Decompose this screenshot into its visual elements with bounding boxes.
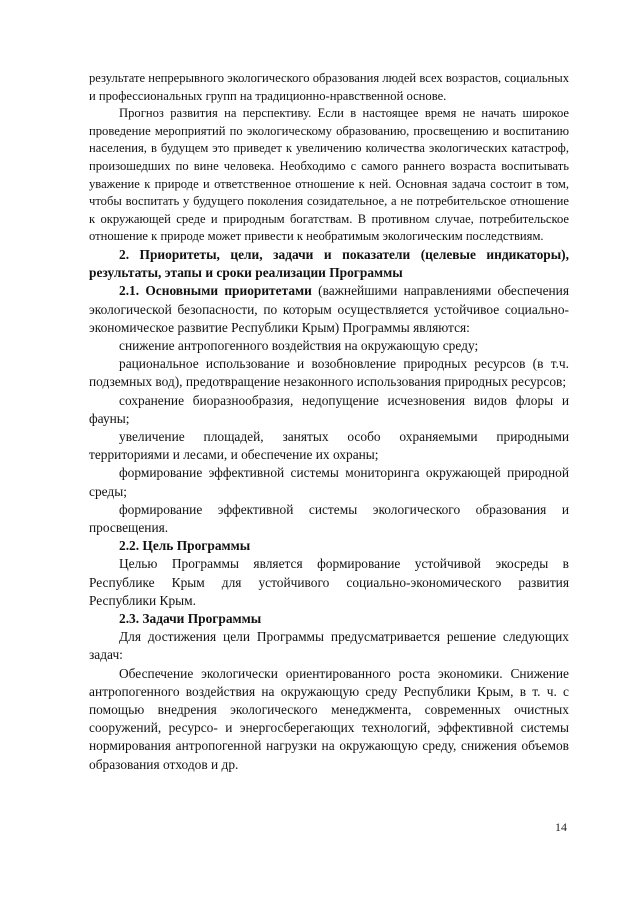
section-2-2-heading: 2.2. Цель Программы: [119, 538, 251, 554]
section-2-3-heading: 2.3. Задачи Программы: [119, 611, 262, 626]
paragraph-forecast: Прогноз развития на перспективу. Если в настоящее время не начать широкое проведение мероприятий по экологическому образованию, просвещению и воспитанию населения, в будущем это приведет к увеличению количества экологических катастроф, произошедших по вине человека. Необходимо с самого раннего возраста воспитывать уважение к природе и ответственное отношение к ней. Основная задача состоит в том, чтобы воспитать у будущего поколения созидательное, а не потребительское отношение к окружающей среде и природным богатствам. В противном случае, потребительское отношение к природе может привести к необратимым экологическим последствиям.: [89, 106, 569, 244]
section-2-1-bold-lead: Основными приоритетами: [145, 283, 312, 299]
priority-item-3: сохранение биоразнообразия, недопущение исчезновения видов флоры и фауны;: [89, 392, 569, 426]
section-2-3-text: Для достижения цели Программы предусматривается решение следующих задач:: [89, 629, 569, 663]
section-2-1-rest: (важнейшими направлениями обеспечения экологической безопасности, по которым осуществляется устойчивое социально-экономическое развитие Республики Крым) Программы являются:: [89, 283, 569, 335]
priority-item-5: формирование эффективной системы мониторинга окружающей природной среды;: [89, 465, 569, 499]
priority-item-2: рациональное использование и возобновление природных ресурсов (в т.ч. подземных вод), предотвращение незаконного использования природных ресурсов;: [89, 356, 569, 390]
section-2-heading: 2. Приоритеты, цели, задачи и показатели (целевые индикаторы), результаты, этапы и сроки реализации Программы: [89, 246, 569, 281]
priority-item-1: снижение антропогенного воздействия на окружающую среду;: [119, 337, 479, 353]
section-2-1-paragraph: [89, 282, 569, 337]
page-number: 14: [555, 820, 567, 834]
paragraph-continuation: результате непрерывного экологического образования людей всех возрастов, социальных и профессиональных групп на традиционно-нравственной основе.: [89, 71, 569, 103]
section-2-1-number: 2.1.: [119, 283, 140, 299]
page-body: [89, 70, 569, 774]
priority-item-4: увеличение площадей, занятых особо охраняемыми природными территориями и лесами, и обеспечение их охраны;: [89, 428, 569, 463]
section-2-2-text: Целью Программы является формирование устойчивой экосреды в Республике Крым для устойчивого социально-экономического развития Республики Крым.: [89, 556, 569, 608]
priority-item-6: формирование эффективной системы экологического образования и просвещения.: [89, 501, 569, 535]
section-2-3-task-1: Обеспечение экологически ориентированного роста экономики. Снижение антропогенного воздействия на окружающую среду Республики Крым, в т. ч. с помощью внедрения экологического менеджмента, современных очистных сооружений, ресурсо- и энергосберегающих технологий, эффективной системы нормирования антропогенной нагрузки на окружающую среду, снижения объемов образования отходов и др.: [89, 665, 569, 772]
